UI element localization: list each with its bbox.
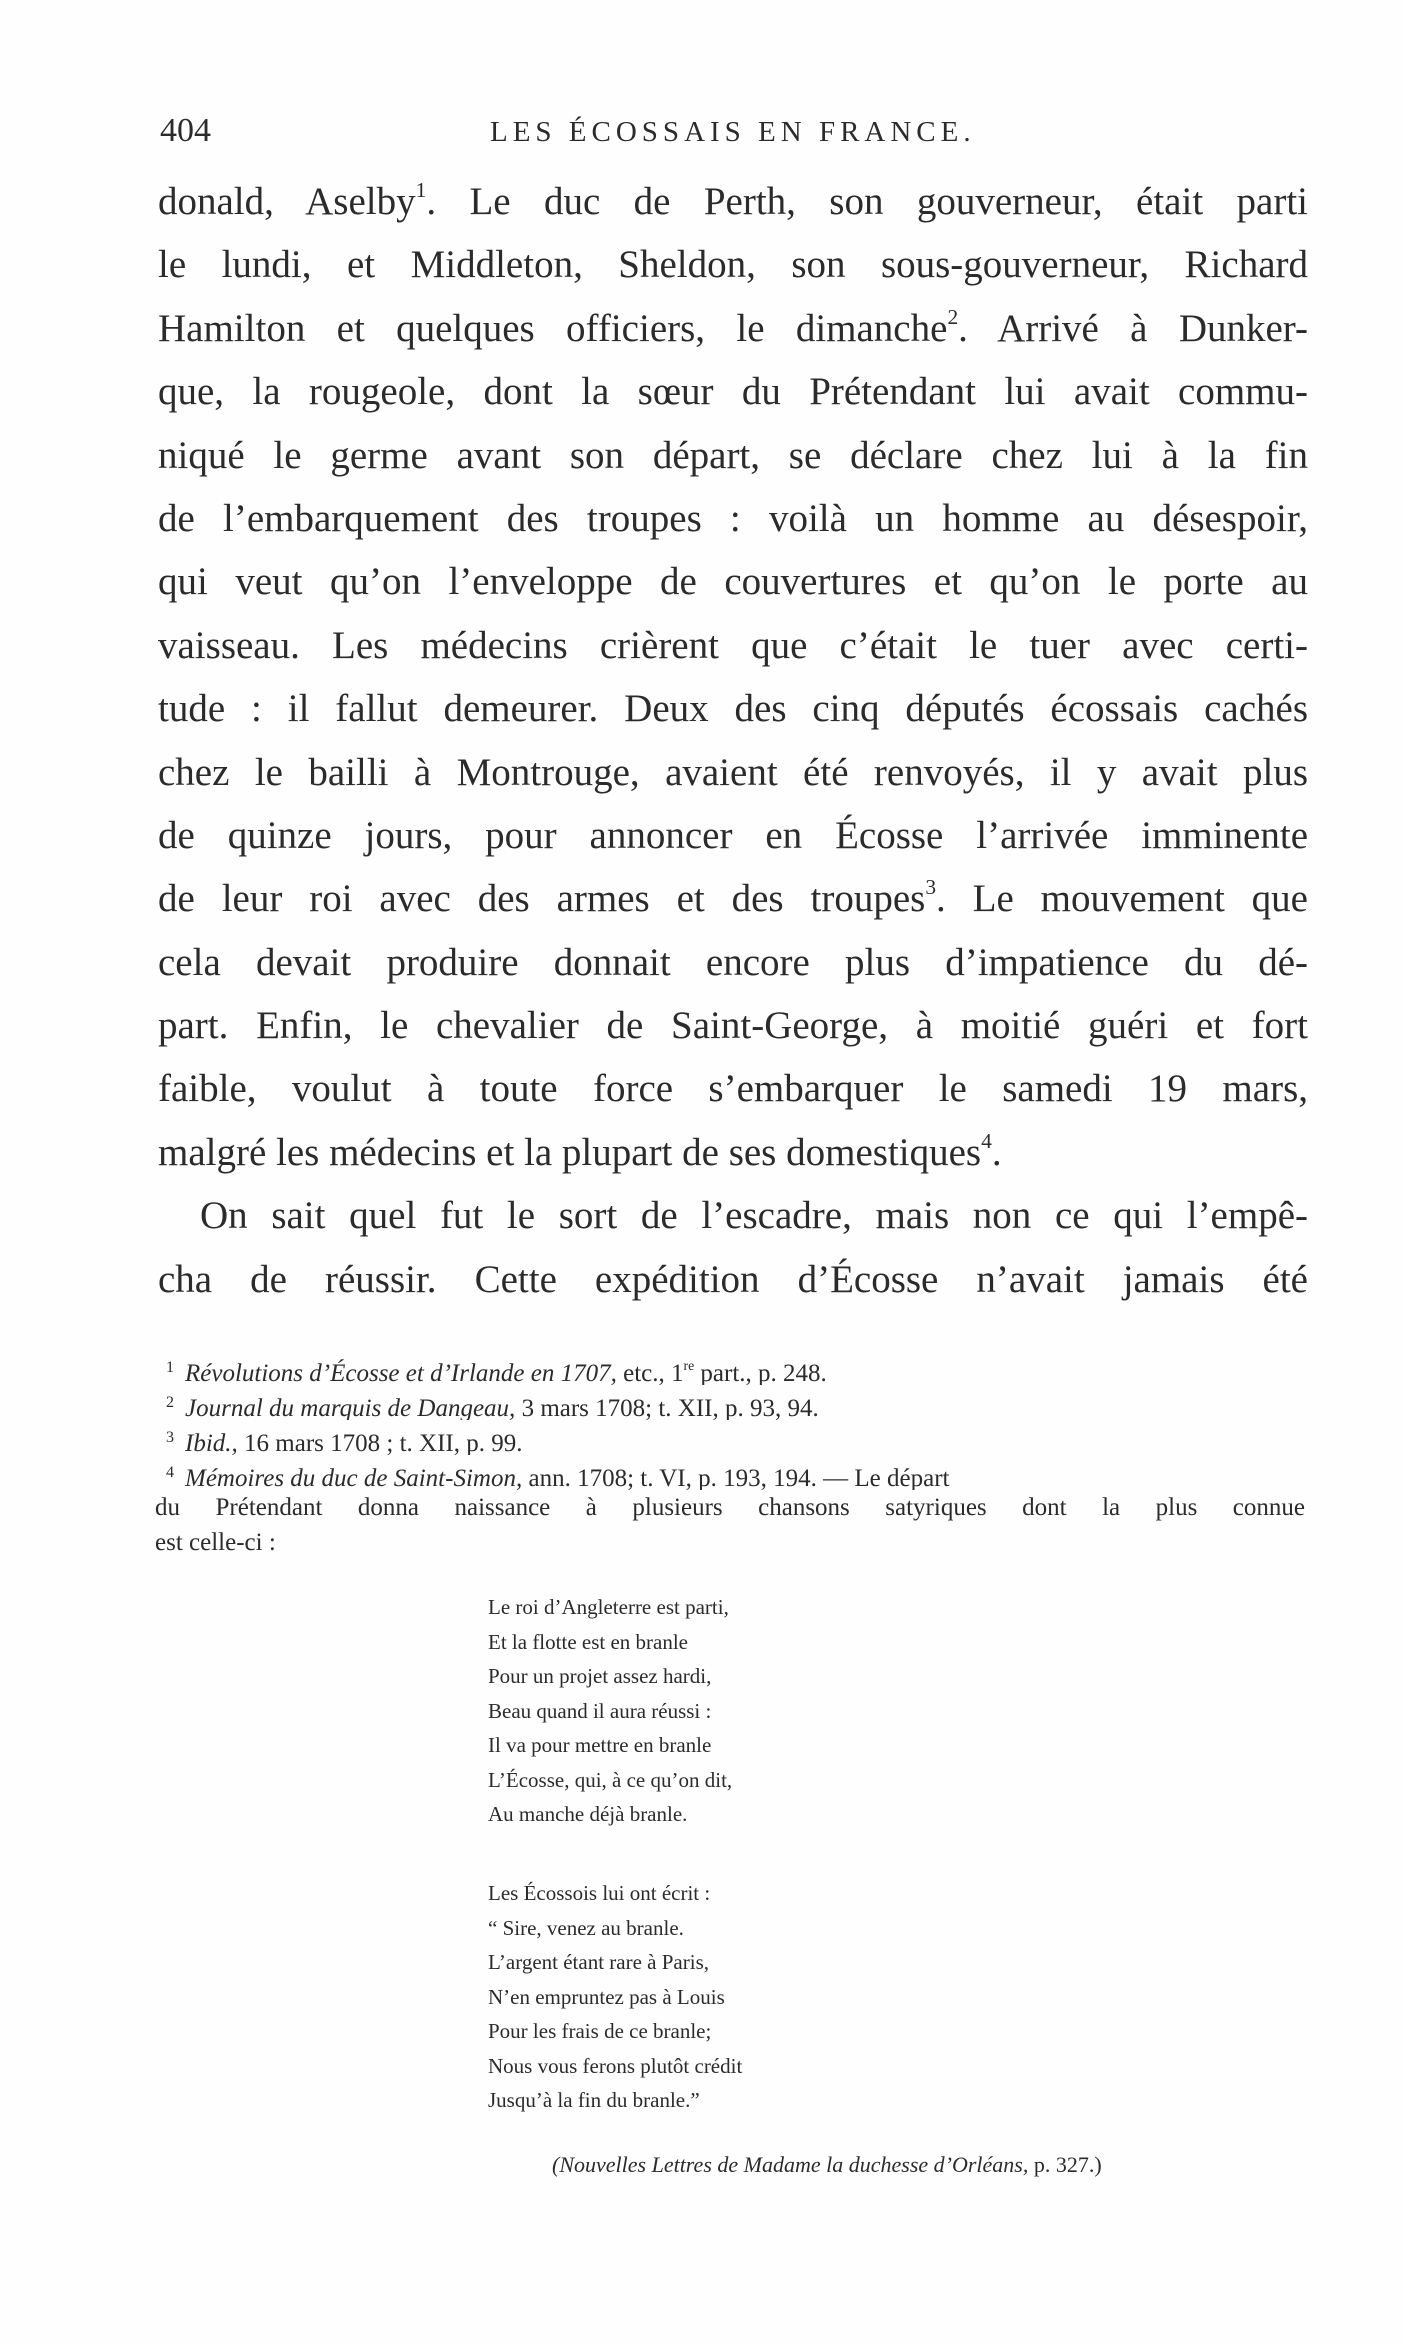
- footnote-number: 4: [166, 1464, 174, 1481]
- text-line: chez le bailli à Montrouge, avaient été renvoyés, il y avait plus: [158, 750, 1308, 794]
- text-line: On sait quel fut le sort de l’escadre, mais non ce qui l’empê-: [200, 1194, 1308, 1238]
- verse-stanza: [488, 1590, 1008, 1832]
- verse-line: N’en empruntez pas à Louis: [488, 1984, 725, 2009]
- footnote-ref: 4: [981, 1128, 992, 1153]
- running-title: LES ÉCOSSAIS EN FRANCE.: [490, 116, 976, 148]
- text-line: Hamilton et quelques officiers, le dimanche$^2$. Arrivé à Dunker-: [158, 304, 1308, 350]
- verse-line: Les Écossois lui ont écrit :: [488, 1881, 711, 1905]
- text-line: niqué le germe avant son départ, se déclare chez lui à la fin: [158, 433, 1308, 477]
- text-line: part. Enfin, le chevalier de Saint-George, à moitié guéri et fort: [158, 1004, 1308, 1048]
- text-line: malgré les médecins et la plupart de ses domestiques$^4$.: [158, 1128, 1002, 1174]
- text-line: qui veut qu’on l’enveloppe de couvertures et qu’on le porte au: [158, 560, 1308, 604]
- verse-line: Pour un projet assez hardi,: [488, 1664, 712, 1688]
- verse-line: Pour les frais de ce branle;: [488, 2019, 712, 2043]
- text-line: que, la rougeole, dont la sœur du Prétendant lui avait commu-: [158, 370, 1308, 414]
- verse-stanza: [488, 1876, 1008, 2118]
- footnote-number: 1: [166, 1359, 174, 1376]
- verse-line: Il va pour mettre en branle: [488, 1733, 712, 1757]
- verse-line: Au manche déjà branle.: [488, 1802, 688, 1826]
- footnote-continuation: est celle-ci :: [155, 1529, 276, 1556]
- text-line: vaisseau. Les médecins crièrent que c’était le tuer avec certi-: [158, 623, 1308, 667]
- verse-line: L’Écosse, qui, à ce qu’on dit,: [488, 1767, 733, 1792]
- footnote: 4 Mémoires du duc de Saint-Simon, ann. 1708; t. VI, p. 193, 194. — Le départ: [155, 1455, 1305, 1490]
- text-line: donald, Aselby$^1$. Le duc de Perth, son gouverneur, était parti: [158, 177, 1308, 223]
- verse-line: Nous vous ferons plutôt crédit: [488, 2053, 743, 2078]
- verse-line: Le roi d’Angleterre est parti,: [488, 1595, 729, 1619]
- footnote: 2 Journal du marquis de Dangeau, 3 mars 1708; t. XII, p. 93, 94.: [155, 1385, 1305, 1420]
- running-header: [160, 112, 1310, 156]
- verse-line: Beau quand il aura réussi :: [488, 1698, 712, 1723]
- text-line: cha de réussir. Cette expédition d’Écosse n’avait jamais été: [158, 1257, 1308, 1301]
- text-line: faible, voulut à toute force s’embarquer le samedi 19 mars,: [158, 1067, 1308, 1111]
- verse-line: “ Sire, venez au branle.: [488, 1915, 684, 1940]
- body-text: [158, 170, 1308, 1311]
- text-line: tude : il fallut demeurer. Deux des cinq députés écossais cachés: [158, 687, 1308, 731]
- footnote-number: 3: [166, 1429, 174, 1446]
- text-line: de l’embarquement des troupes : voilà un homme au désespoir,: [158, 496, 1308, 540]
- footnote: 1 Révolutions d’Écosse et d’Irlande en 1707, etc., 1re part., p. 248.: [155, 1350, 1305, 1385]
- footnote-continuation: du Prétendant donna naissance à plusieurs chansons satyriques dont la plus connue: [155, 1494, 1305, 1521]
- verse-line: L’argent étant rare à Paris,: [488, 1950, 709, 1974]
- text-line: de quinze jours, pour annoncer en Écosse l’arrivée imminente: [158, 813, 1308, 857]
- footnote: 3 Ibid., 16 mars 1708 ; t. XII, p. 99.: [155, 1420, 1305, 1455]
- text-line: de leur roi avec des armes et des troupes$^3$. Le mouvement que: [158, 875, 1308, 921]
- footnote-ref: 2: [947, 304, 959, 329]
- text-line: cela devait produire donnait encore plus d’impatience du dé-: [158, 940, 1308, 984]
- verse-line: Jusqu’à la fin du branle.”: [488, 2088, 700, 2112]
- page-number: 404: [160, 112, 211, 149]
- footnote-number: 2: [166, 1394, 174, 1411]
- verse-attribution: (Nouvelles Lettres de Madame la duchesse d’Orléans, p. 327.): [552, 2152, 1102, 2177]
- footnotes: [155, 1350, 1305, 1560]
- footnote-ref: 3: [925, 875, 937, 900]
- footnote-ref: 1: [415, 177, 427, 202]
- text-line: le lundi, et Middleton, Sheldon, son sous-gouverneur, Richard: [158, 243, 1308, 287]
- verse-line: Et la flotte est en branle: [488, 1629, 689, 1654]
